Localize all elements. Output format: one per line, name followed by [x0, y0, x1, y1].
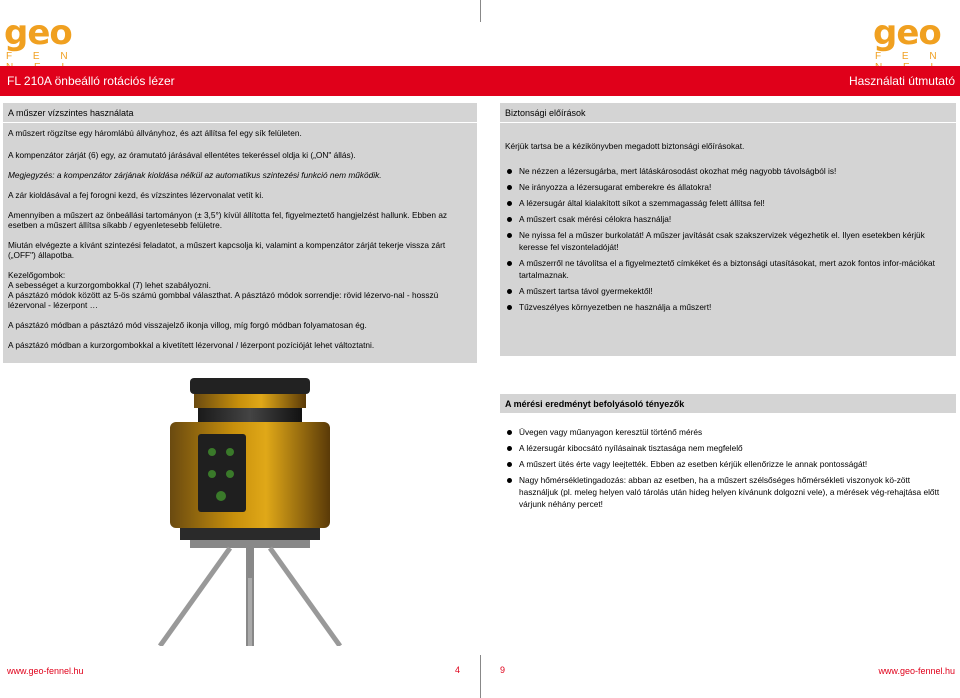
paragraph: Amennyiben a műszert az önbeállási tartományon (± 3,5°) kívül állította fel, figyelmeztető hangjelzést hallunk. Ebben az esetben a műszert állítsa síkabb / egyenletesebb felületre. [8, 210, 448, 230]
list-item: A lézersugár által kialakított síkot a szemmagasság felett állítsa fel! [505, 197, 950, 209]
safety-list [505, 165, 950, 313]
geo-fennel-logo-left [4, 13, 88, 64]
bullet-icon [507, 462, 512, 467]
list-item: Nagy hőmérsékletingadozás: abban az esetben, ha a műszert szélsőséges hőmérsékleti viszonyok kö-zött használjuk (pl. meleg helyen való tárolás után hideg helyen kívánunk dolgozni vele), a mérések vég-rehajtása előtt várjunk néhány percet! [505, 474, 950, 510]
panel-body [8, 128, 471, 360]
paragraph: A pásztázó módban a pásztázó mód visszajelző ikonja villog, míg forgó módban folyamatosan ég. [8, 320, 367, 330]
list-item: A műszert tartsa távol gyermekektől! [505, 285, 950, 297]
panel-heading: A mérési eredményt befolyásoló tényezők [500, 394, 956, 414]
rotary-laser-photo [150, 378, 350, 646]
list-item: A műszert ütés érte vagy leejtették. Ebben az esetben kérjük ellenőrizze le annak pontosságát! [505, 458, 950, 470]
paragraph: A zár kioldásával a fej forogni kezd, és vízszintes lézervonalat vetít ki. [8, 190, 264, 200]
power-button-icon [216, 491, 226, 501]
tripod-leg [160, 548, 230, 646]
intro-text: Kérjük tartsa be a kézikönyvben megadott biztonsági előírásokat. [505, 141, 745, 151]
footer-link-left[interactable]: www.geo-fennel.hu [7, 666, 84, 676]
horizontal-use-panel [3, 103, 477, 363]
factors-list [505, 426, 950, 510]
panel-body [505, 426, 950, 514]
page-divider-top [480, 0, 481, 22]
list-item: Ne irányozza a lézersugarat emberekre és állatokra! [505, 181, 950, 193]
page-number-right: 9 [500, 665, 506, 675]
title-bar [0, 66, 960, 96]
bullet-icon [507, 478, 512, 483]
button-icon [208, 448, 216, 456]
product-title: FL 210A önbeálló rotációs lézer [7, 74, 175, 88]
logo-geo-text: geo [4, 13, 72, 53]
bullet-icon [507, 289, 512, 294]
bullet-icon [507, 430, 512, 435]
rotating-head [198, 408, 302, 422]
page-number-left: 4 [455, 665, 461, 675]
paragraph: A kompenzátor zárját (6) egy, az óramutató járásával ellentétes tekeréssel oldja ki („ON" állás). [8, 150, 356, 160]
paragraph: A műszert rögzítse egy háromlábú állványhoz, és azt állítsa fel egy sík felületen. [8, 128, 302, 138]
page-divider-bottom [480, 655, 481, 698]
list-item: A műszert csak mérési célokra használja! [505, 213, 950, 225]
logo-geo-text: geo [873, 13, 941, 53]
list-item: Tűzveszélyes környezetben ne használja a műszert! [505, 301, 950, 313]
list-item: Üvegen vagy műanyagon keresztül történő mérés [505, 426, 950, 438]
top-cap [190, 378, 310, 394]
paragraph: Kezelőgombok: [8, 270, 66, 280]
bullet-icon [507, 261, 512, 266]
base-plate [180, 528, 320, 540]
paragraph: A pásztázó módban a kurzorgombokkal a kivetített lézervonal / lézerpont pozícióját lehet változtatni. [8, 340, 375, 350]
safety-panel [500, 103, 956, 356]
bullet-icon [507, 185, 512, 190]
bullet-icon [507, 305, 512, 310]
bullet-icon [507, 169, 512, 174]
logo-fennel-text: F E N [6, 51, 77, 62]
top-ring [194, 394, 306, 408]
logo-fennel-text: F E N [875, 51, 946, 62]
list-item: Ne nyissa fel a műszer burkolatát! A műszer javítását csak szakszervizek végezhetik el. Ilyen esetekben kérjük keresse fel viszonteladóját! [505, 229, 950, 253]
bullet-icon [507, 446, 512, 451]
paragraph: Miután elvégezte a kívánt szintezési feladatot, a műszert kapcsolja ki, valamint a kompenzátor zárját tekerje vissza zárt („OFF") állapotba. [8, 240, 446, 260]
button-icon [226, 470, 234, 478]
tripod-leg [270, 548, 340, 646]
tripod-head [190, 540, 310, 548]
button-icon [208, 470, 216, 478]
list-item: A lézersugár kibocsátó nyílásainak tisztasága nem megfelelő [505, 442, 950, 454]
bullet-icon [507, 201, 512, 206]
button-icon [226, 448, 234, 456]
bullet-icon [507, 217, 512, 222]
manual-title: Használati útmutató [848, 74, 955, 88]
paragraph: A sebességet a kurzorgombokkal (7) lehet szabályozni. [8, 280, 211, 290]
bullet-icon [507, 233, 512, 238]
footer-link-right[interactable]: www.geo-fennel.hu [878, 666, 955, 676]
measurement-factors-panel [500, 394, 956, 532]
panel-heading: Biztonsági előírások [500, 103, 956, 123]
note-paragraph: Megjegyzés: a kompenzátor zárjának kioldása nélkül az automatikus szintezési funkció nem működik. [8, 170, 382, 180]
paragraph: A pásztázó módok között az 5-ös számú gombbal választhat. A pásztázó módok sorrendje: rövid lézervo-nal - hosszú lézervonal - lézerpont … [8, 290, 439, 310]
panel-heading: A műszer vízszintes használata [3, 103, 477, 123]
laser-body [170, 422, 330, 528]
list-item: Ne nézzen a lézersugárba, mert látáskárosodást okozhat még nagyobb távolságból is! [505, 165, 950, 177]
geo-fennel-logo-right [873, 13, 957, 64]
panel-body [505, 141, 950, 317]
list-item: A műszerről ne távolítsa el a figyelmeztető címkéket és a biztonsági utasításokat, mert azok fontos infor-mációkat tartalmaznak. [505, 257, 950, 281]
